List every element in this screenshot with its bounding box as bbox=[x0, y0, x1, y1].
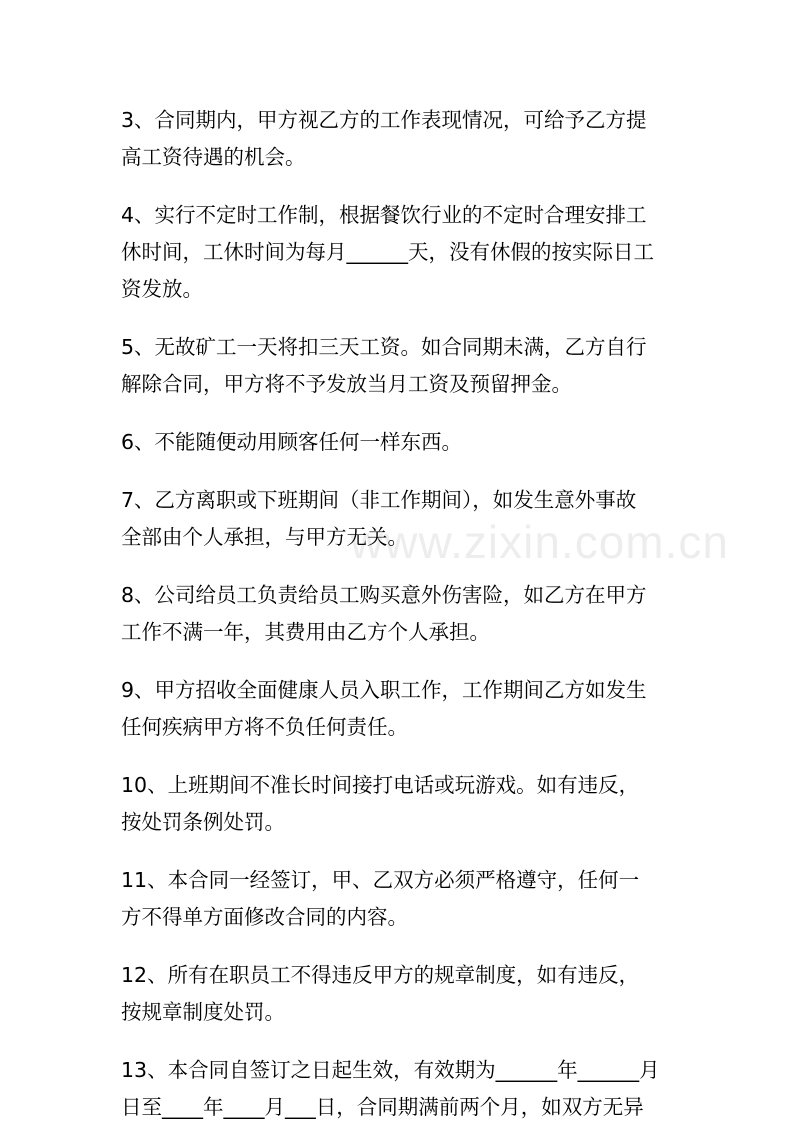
clause-line: 11、本合同一经签订，甲、乙双方必须严格遵守，任何一 bbox=[121, 868, 640, 892]
clause-11 bbox=[121, 862, 681, 936]
clause-line: 资发放。 bbox=[121, 277, 203, 301]
clause-line: 4、实行不定时工作制，根据餐饮行业的不定时合理安排工 bbox=[121, 203, 647, 227]
clause-line: 解除合同，甲方将不予发放当月工资及预留押金。 bbox=[121, 372, 572, 396]
clause-line: 日至____年____月___日，合同期满前两个月，如双方无异 bbox=[121, 1095, 644, 1119]
clause-line: 3、合同期内，甲方视乙方的工作表现情况，可给予乙方提 bbox=[121, 108, 647, 132]
clause-12 bbox=[121, 957, 681, 1031]
clause-line: 7、乙方离职或下班期间（非工作期间），如发生意外事故 bbox=[121, 488, 637, 512]
clause-9 bbox=[121, 672, 681, 746]
clause-line: 9、甲方招收全面健康人员入职工作，工作期间乙方如发生 bbox=[121, 678, 647, 702]
clause-13 bbox=[121, 1052, 681, 1126]
clause-line: 6、不能随便动用顾客任何一样东西。 bbox=[121, 430, 463, 454]
clause-4 bbox=[121, 197, 681, 308]
clause-7 bbox=[121, 482, 681, 556]
clause-line: 按处罚条例处罚。 bbox=[121, 810, 285, 834]
clause-line: 13、本合同自签订之日起生效，有效期为______年______月 bbox=[121, 1058, 660, 1082]
contract-clauses bbox=[121, 102, 681, 1147]
clause-line: 休时间，工休时间为每月______天，没有休假的按实际日工 bbox=[121, 240, 654, 264]
clause-line: 全部由个人承担，与甲方无关。 bbox=[121, 525, 408, 549]
watermark: www.zixin.com.cn bbox=[350, 516, 729, 568]
clause-line: 12、所有在职员工不得违反甲方的规章制度，如有违反， bbox=[121, 963, 640, 987]
clause-line: 方不得单方面修改合同的内容。 bbox=[121, 905, 408, 929]
clause-line: 10、上班期间不准长时间接打电话或玩游戏。如有违反， bbox=[121, 773, 640, 797]
clause-5 bbox=[121, 329, 681, 403]
clause-10 bbox=[121, 767, 681, 841]
clause-3 bbox=[121, 102, 681, 176]
clause-line: 高工资待遇的机会。 bbox=[121, 145, 306, 169]
clause-line: 工作不满一年，其费用由乙方个人承担。 bbox=[121, 620, 490, 644]
clause-line: 5、无故矿工一天将扣三天工资。如合同期未满，乙方自行 bbox=[121, 335, 647, 359]
clause-line: 任何疾病甲方将不负任何责任。 bbox=[121, 715, 408, 739]
clause-8 bbox=[121, 577, 681, 651]
clause-line: 按规章制度处罚。 bbox=[121, 1000, 285, 1024]
clause-line: 8、公司给员工负责给员工购买意外伤害险，如乙方在甲方 bbox=[121, 583, 647, 607]
clause-6 bbox=[121, 424, 681, 461]
